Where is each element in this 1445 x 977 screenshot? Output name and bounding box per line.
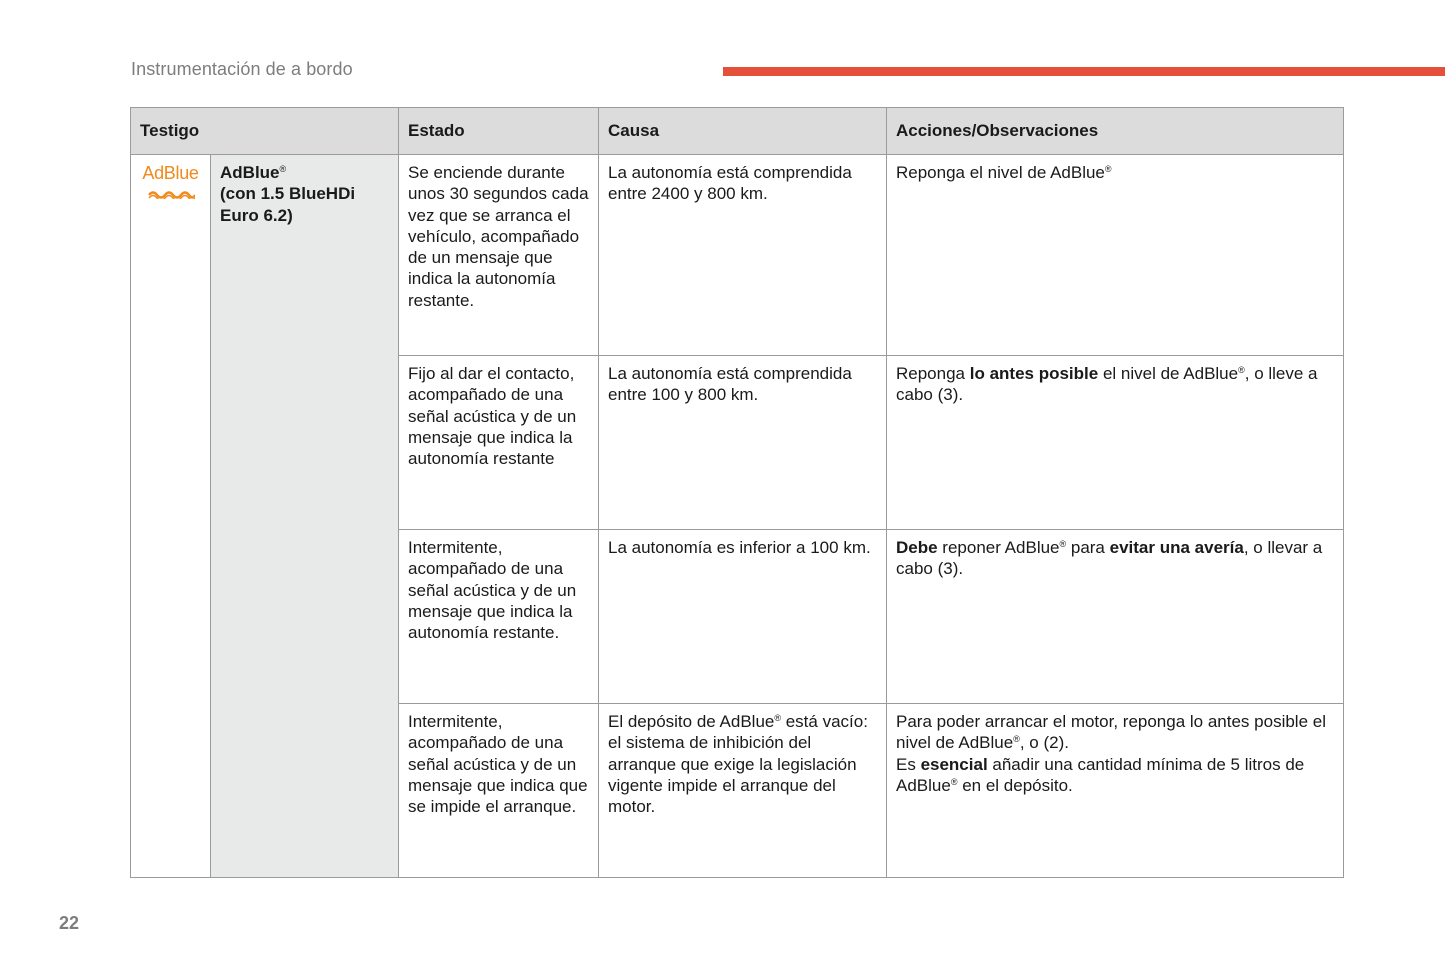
estado-cell: Intermitente, acompañado de una señal acústica y de un mensaje que indica la autonomía restante. <box>399 530 599 704</box>
accion-text: , o llevar a cabo (3). <box>896 538 1323 579</box>
causa-cell <box>599 704 887 878</box>
table-row <box>131 155 1344 356</box>
accion-text: , o lleve a cabo (3). <box>896 364 1318 405</box>
accion-text: Reponga <box>896 364 970 383</box>
accion-text: Es <box>896 754 921 774</box>
column-header-acciones: Acciones/Observaciones <box>887 108 1344 155</box>
column-header-estado: Estado <box>399 108 599 155</box>
registered-mark: ® <box>279 164 287 174</box>
accion-text: reponer AdBlue <box>937 538 1060 557</box>
accion-text: Reponga el nivel de AdBlue <box>896 163 1105 182</box>
section-title: Instrumentación de a bordo <box>131 59 353 79</box>
header-accent-bar <box>723 67 1445 76</box>
causa-cell: La autonomía es inferior a 100 km. <box>599 530 887 704</box>
accion-text: añadir una cantidad mínima de 5 litros de AdBlue <box>896 754 1305 795</box>
accion-text: para <box>1066 538 1110 557</box>
accion-cell <box>887 704 1344 878</box>
table-header-row <box>131 108 1344 155</box>
registered-mark: ® <box>1104 164 1112 174</box>
accion-text: Para poder arrancar el motor, reponga lo antes posible el nivel de AdBlue <box>896 712 1326 753</box>
accion-cell <box>887 530 1344 704</box>
column-header-testigo: Testigo <box>131 108 399 155</box>
accion-text: el nivel de AdBlue <box>1098 364 1239 383</box>
indicator-icon-cell <box>131 155 211 878</box>
indicator-label-name: AdBlue <box>220 163 280 182</box>
estado-cell: Intermitente, acompañado de una señal acústica y de un mensaje que indica que se impide el arranque. <box>399 704 599 878</box>
estado-cell: Fijo al dar el contacto, acompañado de una señal acústica y de un mensaje que indica la autonomía restante <box>399 356 599 530</box>
accion-emphasis: Debe <box>896 538 938 557</box>
column-header-causa: Causa <box>599 108 887 155</box>
causa-text: está vacío: el sistema de inhibición del arranque que exige la legislación vigente impide el arranque del motor. <box>608 712 868 817</box>
accion-emphasis: evitar una avería <box>1109 538 1244 557</box>
registered-mark: ® <box>774 713 781 723</box>
indicator-label-line2: (con 1.5 BlueHDi <box>220 184 356 204</box>
accion-emphasis: lo antes posible <box>969 364 1099 383</box>
causa-cell: La autonomía está comprendida entre 100 y 800 km. <box>599 356 887 530</box>
accion-cell <box>887 356 1344 530</box>
causa-cell: La autonomía está comprendida entre 2400 y 800 km. <box>599 155 887 356</box>
registered-mark: ® <box>950 776 958 787</box>
registered-mark: ® <box>1238 365 1245 375</box>
indicator-label-line3: Euro 6.2) <box>220 205 293 225</box>
adblue-icon: AdBlue <box>139 163 203 204</box>
estado-cell: Se enciende durante unos 30 segundos cada vez que se arranca el vehículo, acompañado de un mensaje que indica la autonomía restante. <box>399 155 599 356</box>
accion-emphasis: esencial <box>920 754 988 774</box>
warning-lights-table <box>130 107 1344 878</box>
page-number: 22 <box>59 913 80 933</box>
accion-cell <box>887 155 1344 356</box>
accion-text: en el depósito. <box>957 775 1073 795</box>
accion-text: , o (2). <box>1019 733 1069 753</box>
registered-mark: ® <box>1013 734 1020 745</box>
indicator-label-cell <box>211 155 399 878</box>
wave-icon <box>147 189 195 199</box>
registered-mark: ® <box>1059 539 1067 549</box>
causa-text: El depósito de AdBlue <box>608 712 775 731</box>
